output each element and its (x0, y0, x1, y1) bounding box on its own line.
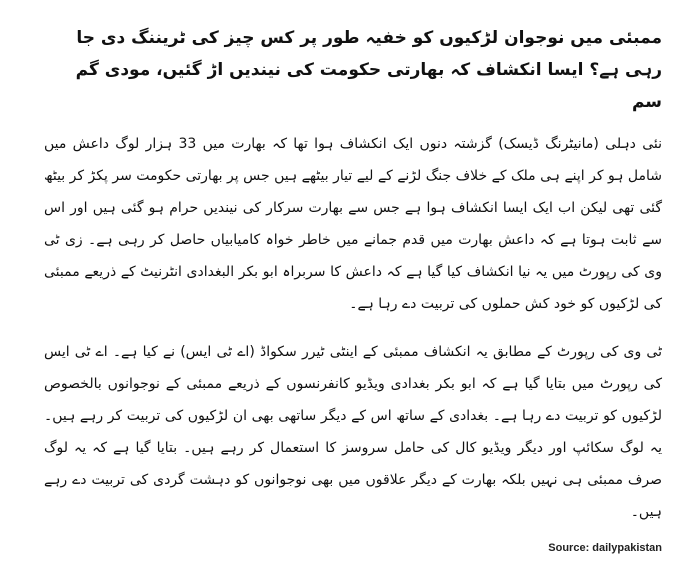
headline: ممبئی میں نوجوان لڑکیوں کو خفیہ طور پر کس چیز کی ٹریننگ دی جا رہی ہے؟ ایسا انکشاف کہ بھارتی حکومت کی نیندیں اڑ گئیں، مودی گم سم (75, 28, 662, 112)
source-credit: Source: dailypakistan (548, 542, 662, 554)
paragraph-1: نئی دہلی (مانیٹرنگ ڈیسک) گزشتہ دنوں ایک انکشاف ہوا تھا کہ بھارت میں 33 ہزار لوگ داعش میں شامل ہو کر اپنے ہی ملک کے خلاف جنگ لڑنے کے لیے تیار بیٹھے ہیں جس پر بھارتی حکومت سر پکڑ کر بیٹھ گئی تھی لیکن اب ایک ایسا انکشاف ہوا ہے جس سے بھارت سرکار کی نیندیں حرام ہو گئی ہیں اور اس سے ثابت ہوتا ہے کہ داعش بھارت میں قدم جمانے میں خاطر خواہ کامیابیاں حاصل کر رہی ہے۔ زی ٹی وی کی رپورٹ میں یہ نیا انکشاف کیا گیا ہے کہ داعش کا سربراہ ابو بکر البغدادی انٹرنیٹ کے ذریعے ممبئی کی لڑکیوں کو خود کش حملوں کی تربیت دے رہا ہے۔ (44, 136, 662, 312)
paragraph-2: ٹی وی کی رپورٹ کے مطابق یہ انکشاف ممبئی کے اینٹی ٹیرر سکواڈ (اے ٹی ایس) نے کیا ہے۔ اے ٹی ایس کی رپورٹ میں بتایا گیا ہے کہ ابو بکر بغدادی ویڈیو کانفرنسوں کے ذریعے ممبئی کے نوجوانوں بالخصوص لڑکیوں کو تربیت دے رہا ہے۔ بغدادی کے ساتھ اس کے دیگر ساتھی بھی ان لڑکیوں کی تربیت کر رہے ہیں۔ یہ لوگ سکائپ اور دیگر ویڈیو کال کی حامل سروسز کا استعمال کر رہے ہیں۔ بتایا گیا ہے کہ یہ لوگ صرف ممبئی ہی نہیں بلکہ بھارت کے دیگر علاقوں میں بھی نوجوانوں کو دہشت گردی کی تربیت دے رہے ہیں۔ (44, 344, 662, 520)
